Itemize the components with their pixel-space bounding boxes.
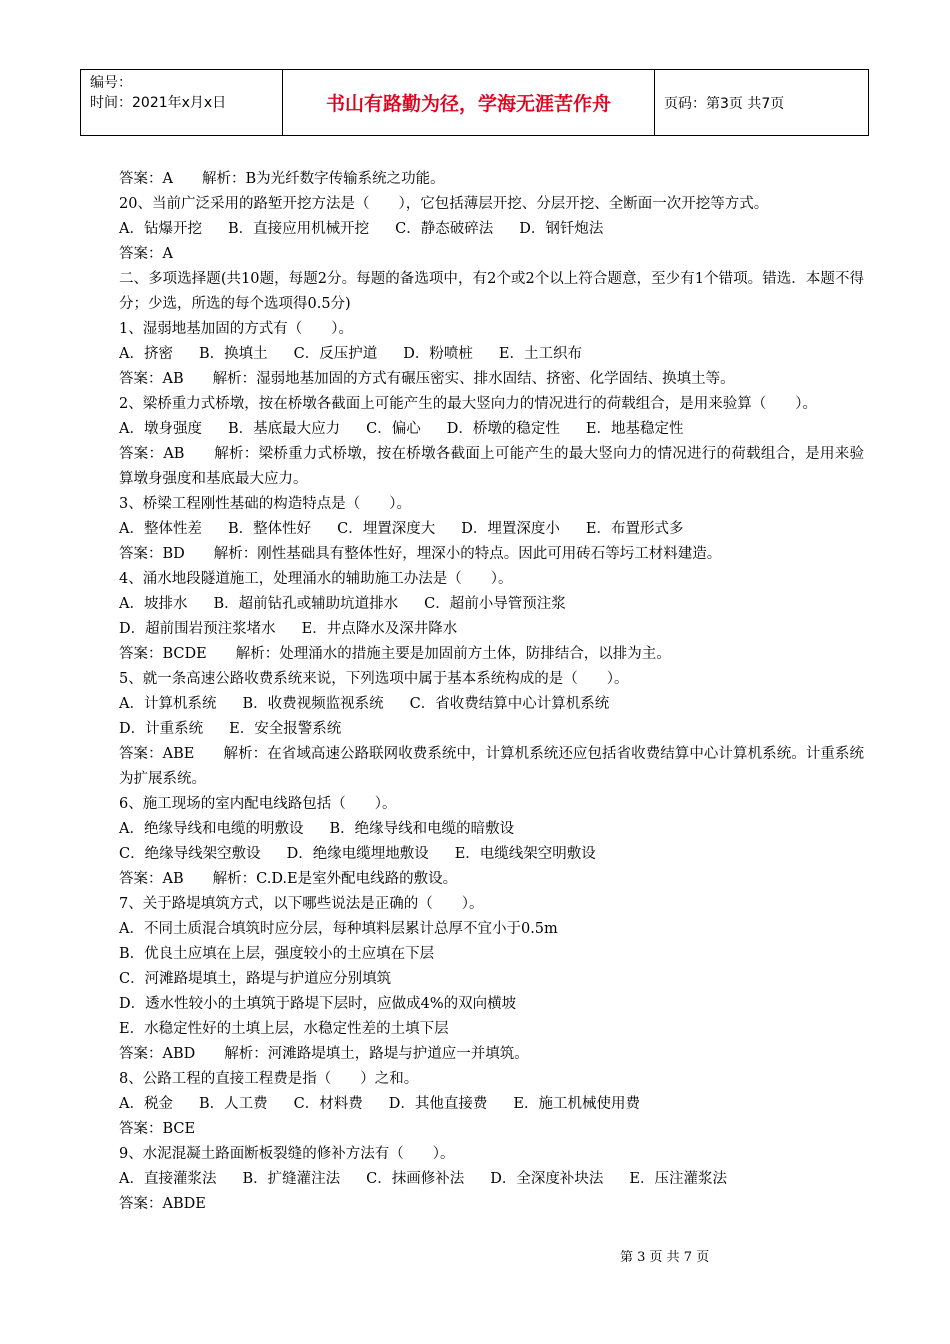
- option-item: B．整体性好: [227, 521, 312, 537]
- option-item: C．埋置深度大: [337, 521, 436, 537]
- option-item: C．材料费: [293, 1096, 363, 1112]
- option-item: C．反压护道: [293, 346, 378, 362]
- page-header: [80, 69, 869, 136]
- text-line: 答案：A: [119, 246, 173, 262]
- option-item: B．绝缘导线和电缆的暗敷设: [329, 821, 515, 837]
- option-item: C．抹画修补法: [366, 1171, 465, 1187]
- option-item: D．粉喷桩: [403, 346, 473, 362]
- option-row: [92, 1092, 864, 1117]
- header-meta: [81, 70, 283, 135]
- option-item: A．钻爆开挖: [119, 221, 202, 237]
- option-item: B．换填土: [198, 346, 268, 362]
- text-line: 答案：ABE 解析：在省域高速公路联网收费系统中，计算机系统还应包括省收费结算中心计算机系统。计重系统为扩展系统。: [119, 746, 864, 787]
- text-line: 3、桥梁工程刚性基础的构造特点是（ ）。: [119, 496, 411, 512]
- text-line: 二、多项选择题(共10题，每题2分。每题的备选项中，有2个或2个以上符合题意，至少有1个错项。错选．本题不得分；少选，所选的每个选项得0.5分): [119, 271, 864, 312]
- text-line: C．河滩路堤填土，路堤与护道应分别填筑: [119, 971, 392, 987]
- option-item: C．偏心: [366, 421, 421, 437]
- option-row: [92, 617, 864, 642]
- text-line: 4、涌水地段隧道施工，处理涌水的辅助施工办法是（ ）。: [119, 571, 513, 587]
- text-line: 2、梁桥重力式桥墩，按在桥墩各截面上可能产生的最大竖向力的情况进行的荷载组合，是用来验算（ ）。: [119, 396, 817, 412]
- option-item: E．土工织布: [498, 346, 582, 362]
- option-item: B．人工费: [198, 1096, 268, 1112]
- option-item: A．墩身强度: [119, 421, 202, 437]
- text-line: 答案：BCDE 解析：处理涌水的措施主要是加固前方土体，防排结合，以排为主。: [119, 646, 671, 662]
- option-item: A．挤密: [119, 346, 173, 362]
- text-line: 答案：AB 解析：C.D.E是室外配电线路的敷设。: [119, 871, 458, 887]
- option-item: C．省收费结算中心计算机系统: [409, 696, 610, 712]
- option-item: E．电缆线架空明敷设: [454, 846, 596, 862]
- option-item: E．压注灌浆法: [629, 1171, 727, 1187]
- option-item: E．井点降水及深井降水: [301, 621, 458, 637]
- text-line: 答案：ABD 解析：河滩路堤填土，路堤与护道应一并填筑。: [119, 1046, 529, 1062]
- text-line: 答案：ABDE: [119, 1196, 206, 1212]
- option-item: B．直接应用机械开挖: [227, 221, 370, 237]
- option-item: D．钢钎炮法: [519, 221, 604, 237]
- option-item: C．绝缘导线架空敷设: [119, 846, 261, 862]
- text-line: 5、就一条高速公路收费系统来说，下列选项中属于基本系统构成的是（ ）。: [119, 671, 629, 687]
- header-page-number: 页码：第3页 共7页: [664, 95, 785, 112]
- option-row: [92, 717, 864, 742]
- text-line: A．不同土质混合填筑时应分层，每种填料层累计总厚不宜小于0.5m: [119, 921, 558, 937]
- option-row: [92, 217, 864, 242]
- option-item: D．超前围岩预注浆堵水: [119, 621, 276, 637]
- option-item: B．收费视频监视系统: [242, 696, 384, 712]
- page-footer: 第 3 页 共 7 页: [620, 1250, 710, 1265]
- option-row: [92, 842, 864, 867]
- text-line: 8、公路工程的直接工程费是指（ ）之和。: [119, 1071, 419, 1087]
- text-line: 答案：AB 解析：湿弱地基加固的方式有碾压密实、排水固结、挤密、化学固结、换填土等。: [119, 371, 735, 387]
- text-line: 1、湿弱地基加固的方式有（ ）。: [119, 321, 353, 337]
- code-label: 编号：: [90, 75, 132, 91]
- time-label: 时间：2021年x月x日: [90, 95, 227, 111]
- text-line: 答案：AB 解析：梁桥重力式桥墩，按在桥墩各截面上可能产生的最大竖向力的情况进行的荷载组合，是用来验算墩身强度和基底最大应力。: [119, 446, 864, 487]
- option-item: B．基底最大应力: [227, 421, 341, 437]
- option-item: E．布置形式多: [585, 521, 684, 537]
- option-item: D．全深度补块法: [490, 1171, 604, 1187]
- option-item: D．其他直接费: [388, 1096, 488, 1112]
- text-line: 20、当前广泛采用的路堑开挖方法是（ ），它包括薄层开挖、分层开挖、全断面一次开挖等方式。: [119, 196, 769, 212]
- text-line: 答案：A 解析：B为光纤数字传输系统之功能。: [119, 171, 445, 187]
- option-item: B．扩缝灌注法: [242, 1171, 341, 1187]
- header-motto: 书山有路勤为径，学海无涯苦作舟: [283, 70, 655, 135]
- option-item: C．超前小导管预注浆: [424, 596, 566, 612]
- option-row: [92, 592, 864, 617]
- option-item: A．直接灌浆法: [119, 1171, 217, 1187]
- option-item: D．桥墩的稳定性: [446, 421, 560, 437]
- option-row: [92, 817, 864, 842]
- option-item: D．埋置深度小: [461, 521, 560, 537]
- option-item: E．地基稳定性: [585, 421, 684, 437]
- text-line: D．透水性较小的土填筑于路堤下层时，应做成4%的双向横坡: [119, 996, 517, 1012]
- option-row: [92, 692, 864, 717]
- option-item: A．绝缘导线和电缆的明敷设: [119, 821, 304, 837]
- option-item: C．静态破碎法: [395, 221, 494, 237]
- option-item: D．绝缘电缆埋地敷设: [286, 846, 429, 862]
- text-line: 答案：BD 解析：刚性基础具有整体性好，埋深小的特点。因此可用砖石等圬工材料建造。: [119, 546, 722, 562]
- option-row: [92, 417, 864, 442]
- option-item: A．计算机系统: [119, 696, 217, 712]
- text-line: E．水稳定性好的土填上层，水稳定性差的土填下层: [119, 1021, 449, 1037]
- text-line: 9、水泥混凝土路面断板裂缝的修补方法有（ ）。: [119, 1146, 455, 1162]
- option-row: [92, 517, 864, 542]
- option-row: [92, 1167, 864, 1192]
- option-item: A．整体性差: [119, 521, 202, 537]
- option-item: A．税金: [119, 1096, 173, 1112]
- text-line: 6、施工现场的室内配电线路包括（ ）。: [119, 796, 397, 812]
- option-item: E．安全报警系统: [229, 721, 342, 737]
- option-item: A．坡排水: [119, 596, 188, 612]
- text-line: 答案：BCE: [119, 1121, 196, 1137]
- option-item: B．超前钻孔或辅助坑道排水: [213, 596, 399, 612]
- option-item: E．施工机械使用费: [513, 1096, 640, 1112]
- text-line: 7、关于路堤填筑方式，以下哪些说法是正确的（ ）。: [119, 896, 484, 912]
- option-item: D．计重系统: [119, 721, 204, 737]
- document-body: [92, 167, 864, 1217]
- option-row: [92, 342, 864, 367]
- text-line: B．优良土应填在上层，强度较小的土应填在下层: [119, 946, 435, 962]
